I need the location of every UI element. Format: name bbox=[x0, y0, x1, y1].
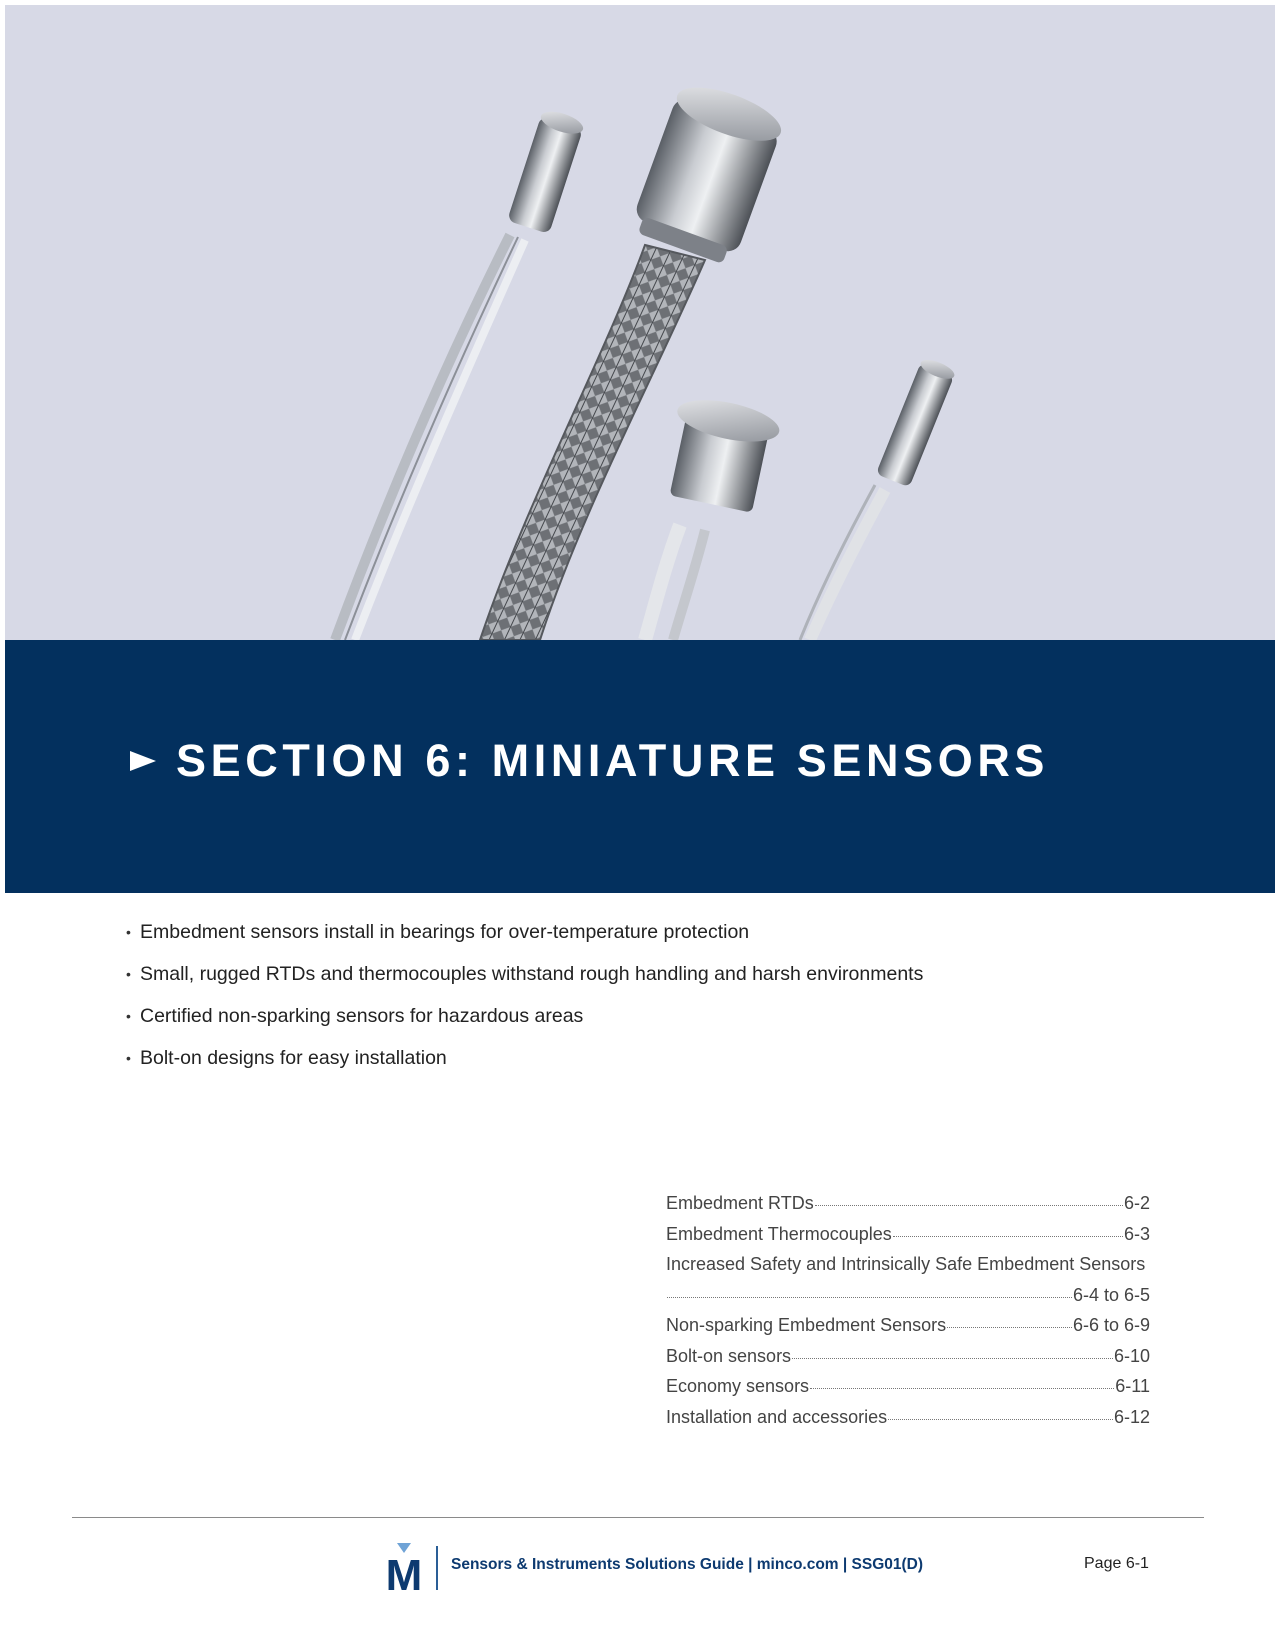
toc-leader-dots bbox=[815, 1205, 1123, 1206]
feature-bullet bbox=[126, 1044, 923, 1086]
bullet-dot-icon: • bbox=[126, 1008, 131, 1024]
toc-entry[interactable] bbox=[666, 1193, 1150, 1224]
footer-divider bbox=[72, 1517, 1204, 1518]
toc-entry-label: Bolt-on sensors bbox=[666, 1345, 792, 1366]
toc-entry[interactable] bbox=[666, 1407, 1150, 1438]
toc-entry-page: 6-11 bbox=[1115, 1376, 1150, 1396]
section-heading bbox=[128, 735, 1049, 787]
sensor-illustration bbox=[5, 5, 1275, 640]
toc-entry[interactable] bbox=[666, 1285, 1150, 1316]
table-of-contents bbox=[666, 1193, 1150, 1437]
toc-entry-page: 6-4 to 6-5 bbox=[1072, 1284, 1150, 1305]
bullet-dot-icon: • bbox=[126, 966, 131, 982]
toc-leader-dots bbox=[947, 1327, 1072, 1328]
toc-entry[interactable] bbox=[666, 1254, 1150, 1285]
toc-entry-label: Embedment Thermocouples bbox=[666, 1223, 892, 1244]
toc-entry[interactable] bbox=[666, 1224, 1150, 1255]
feature-bullet-text: Certified non-sparking sensors for hazardous areas bbox=[140, 1005, 584, 1027]
page-number: Page 6-1 bbox=[1084, 1555, 1149, 1572]
toc-entry-page: 6-6 to 6-9 bbox=[1072, 1315, 1150, 1335]
toc-entry-label: Economy sensors bbox=[666, 1376, 810, 1396]
feature-bullet-text: Bolt-on designs for easy installation bbox=[140, 1047, 447, 1069]
feature-bullet-text: Embedment sensors install in bearings for over-temperature protection bbox=[140, 921, 750, 943]
toc-entry-page: 6-10 bbox=[1113, 1345, 1150, 1366]
toc-entry-label: Embedment RTDs bbox=[666, 1193, 814, 1213]
thin-sensor-right bbox=[800, 356, 957, 640]
footer-separator bbox=[436, 1546, 438, 1590]
minco-logo-icon bbox=[382, 1543, 426, 1593]
toc-entry-page: 6-2 bbox=[1123, 1193, 1150, 1213]
toc-entry[interactable] bbox=[666, 1376, 1150, 1407]
toc-leader-dots bbox=[888, 1419, 1113, 1420]
feature-bullet bbox=[126, 1002, 923, 1044]
feature-bullet bbox=[126, 960, 923, 1002]
toc-entry-label: Non-sparking Embedment Sensors bbox=[666, 1315, 947, 1335]
hero-photo-miniature-sensors bbox=[5, 5, 1275, 640]
toc-leader-dots bbox=[893, 1236, 1123, 1237]
toc-leader-dots bbox=[792, 1358, 1113, 1359]
braided-sensor-center bbox=[480, 77, 787, 640]
section-title: SECTION 6: MINIATURE SENSORS bbox=[176, 735, 1050, 786]
toc-leader-dots bbox=[810, 1388, 1114, 1389]
toc-entry-page: 6-12 bbox=[1113, 1406, 1150, 1427]
toc-leader-dots bbox=[667, 1297, 1072, 1298]
feature-bullet-list bbox=[126, 918, 923, 1086]
cap-sensor-right bbox=[645, 392, 783, 640]
bullet-dot-icon: • bbox=[126, 924, 131, 940]
toc-entry-label: Increased Safety and Intrinsically Safe Embedment Sensors bbox=[666, 1254, 1146, 1274]
feature-bullet-text: Small, rugged RTDs and thermocouples withstand rough handling and harsh environments bbox=[140, 963, 924, 985]
toc-entry[interactable] bbox=[666, 1346, 1150, 1377]
triangle-arrow-icon bbox=[128, 747, 158, 775]
logo-letter: M bbox=[385, 1551, 423, 1593]
toc-entry[interactable] bbox=[666, 1315, 1150, 1346]
toc-entry-page: 6-3 bbox=[1123, 1223, 1150, 1244]
footer-guide-text: Sensors & Instruments Solutions Guide | minco.com | SSG01(D) bbox=[451, 1556, 924, 1573]
feature-bullet bbox=[126, 918, 923, 960]
toc-entry-label: Installation and accessories bbox=[666, 1406, 888, 1427]
bullet-dot-icon: • bbox=[126, 1050, 131, 1066]
